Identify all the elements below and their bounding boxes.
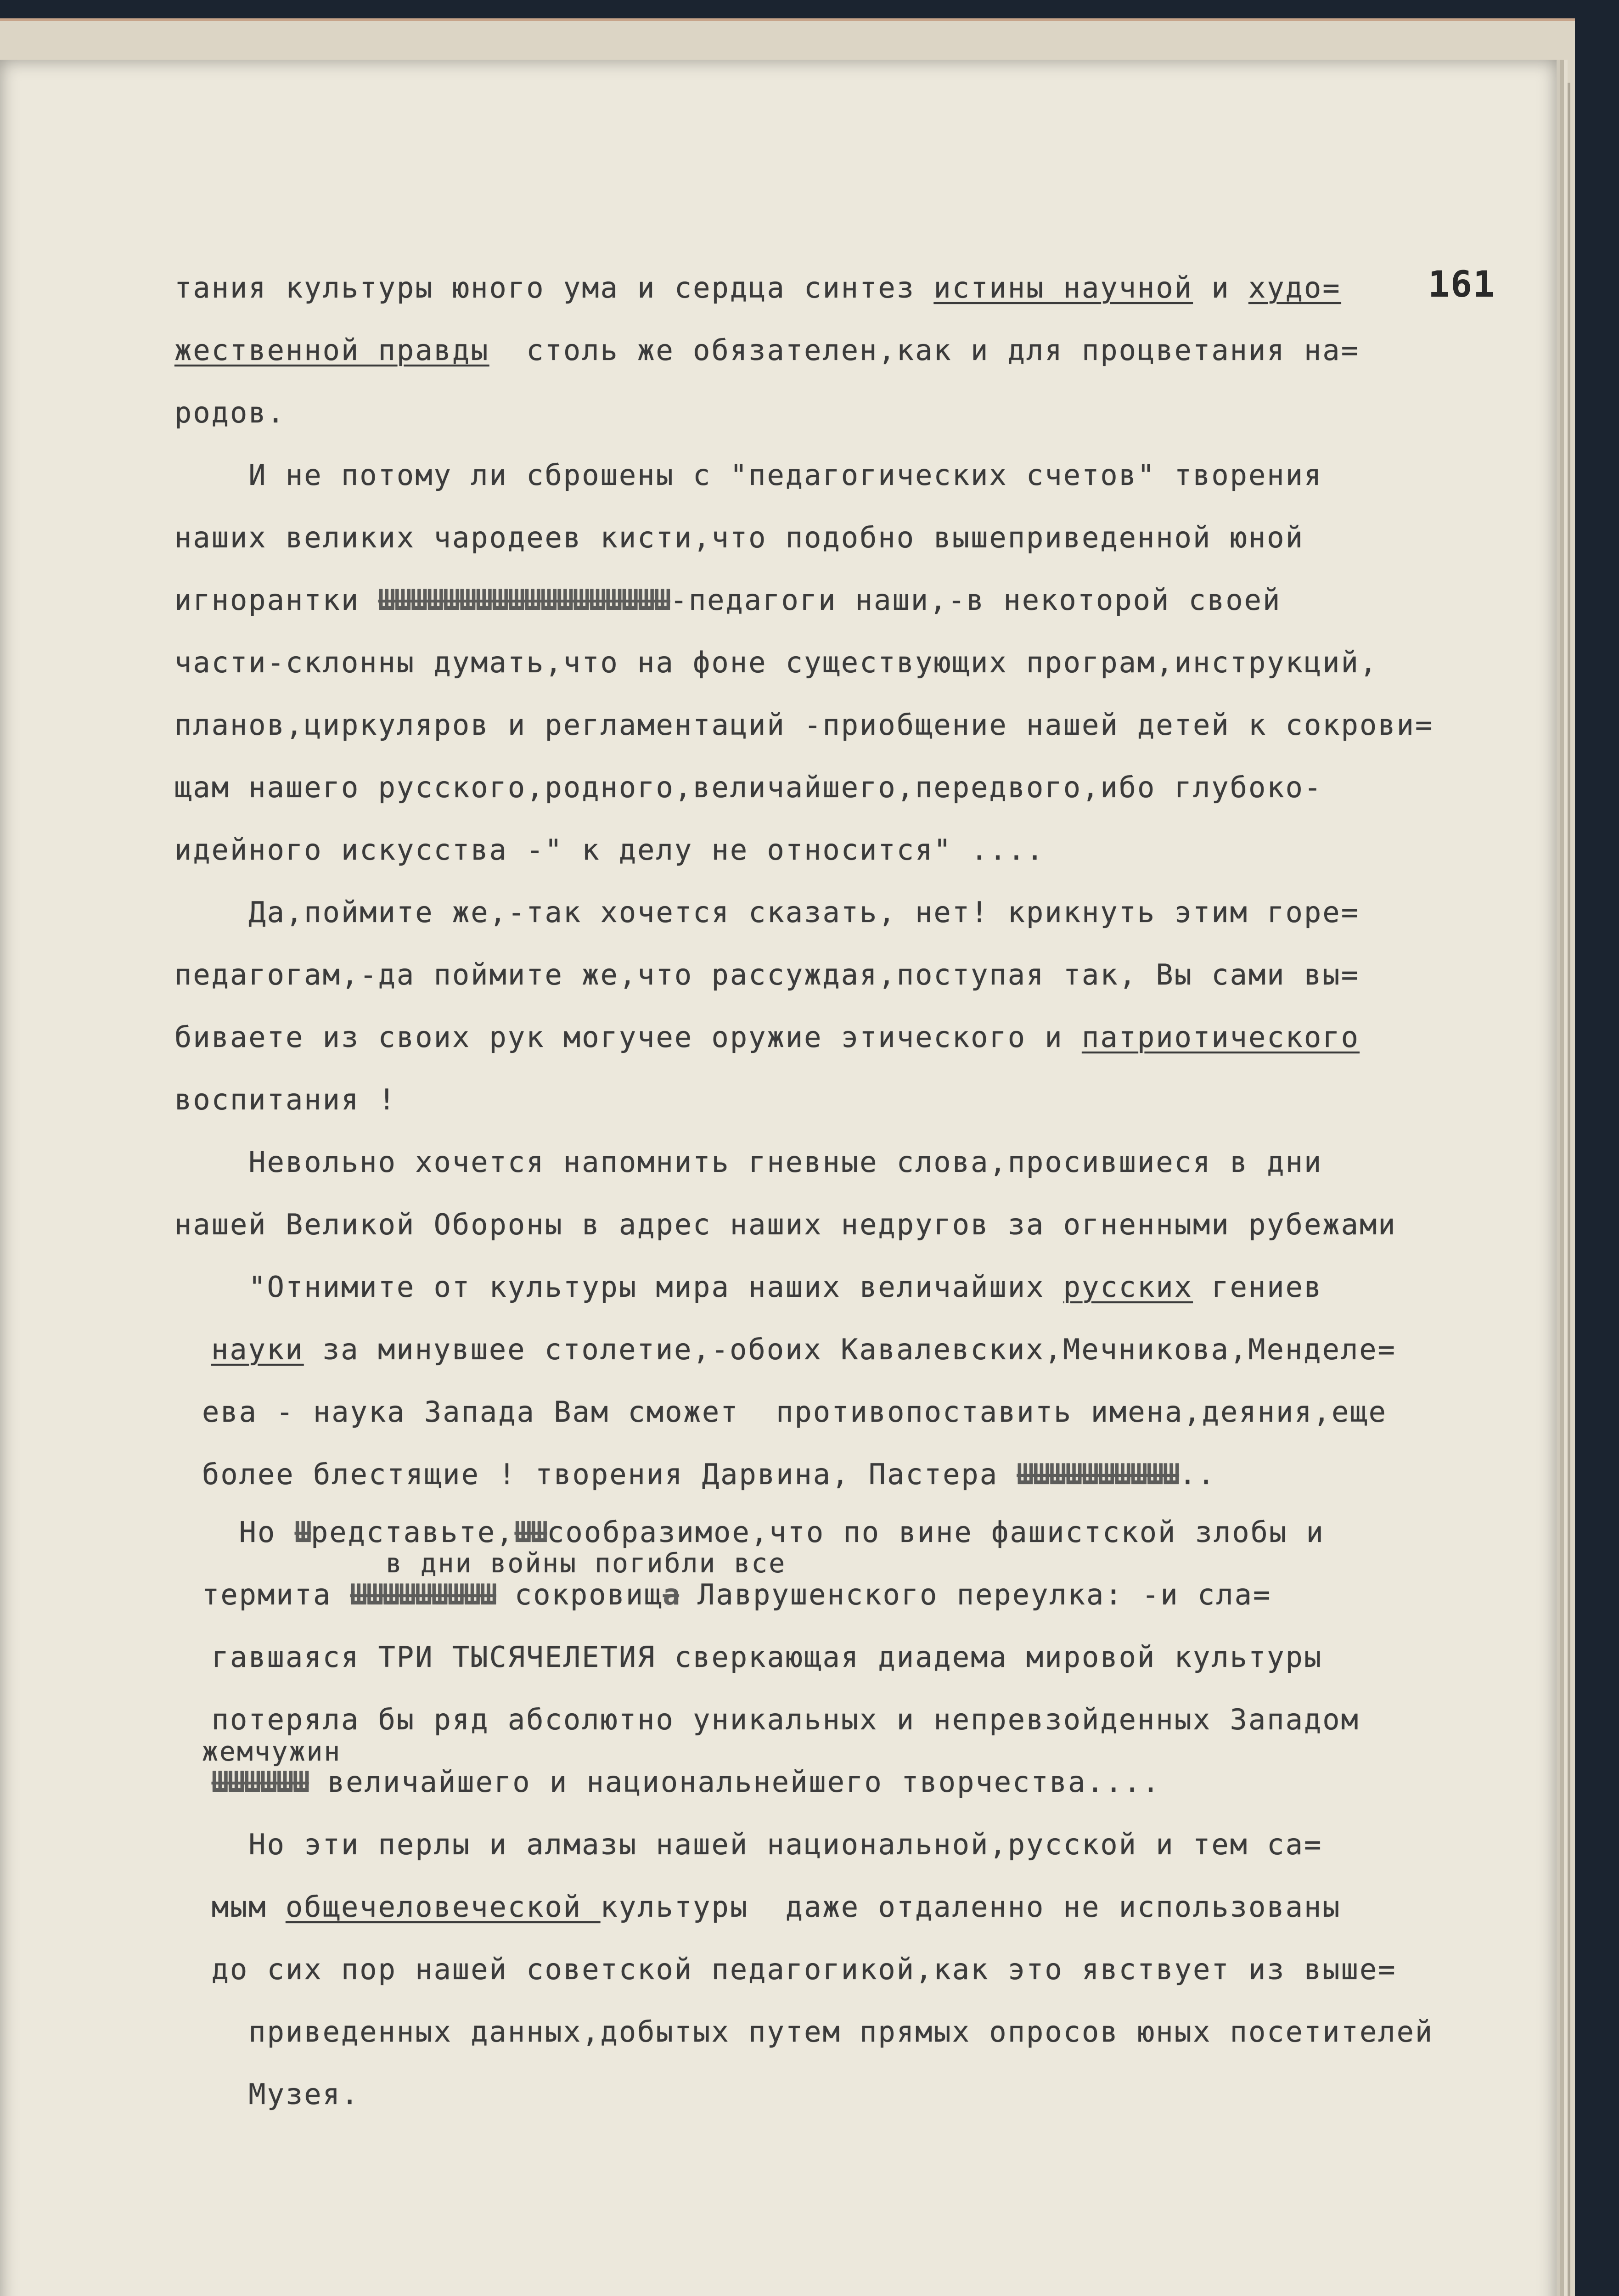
- text-line: щам нашего русского,родного,величайшего,передвого,ибо глубоко-: [174, 771, 1323, 804]
- line-text: культуры даже отдаленно не использованы: [600, 1890, 1341, 1924]
- text-line: [174, 583, 1281, 617]
- text-line: [174, 271, 1341, 304]
- line-text: тания культуры юного ума и сердца синтез: [174, 271, 934, 304]
- line-text: сообразимое,что по вине фашистской злобы и: [547, 1515, 1325, 1549]
- text-line: Музея.: [174, 2077, 360, 2111]
- struck-text: а: [663, 1578, 679, 1611]
- typed-text: [0, 60, 1557, 2296]
- line-text: столь же обязателен,как и для процветания на=: [489, 333, 1360, 367]
- line-text: величайшего и национальнейшего творчества....: [309, 1765, 1161, 1799]
- line-text: "Отнимите от культуры мира наших величайших: [174, 1270, 1063, 1304]
- text-line: потеряла бы ряд абсолютно уникальных и непревзойденных Западом: [174, 1703, 1360, 1736]
- text-line: Но эти перлы и алмазы нашей национальной,русской и тем са=: [174, 1828, 1323, 1861]
- line-text: Лаврушенского переулка: -и сла=: [679, 1578, 1272, 1611]
- line-text: [174, 1765, 212, 1799]
- line-text: за минувшее столетие,-обоих Кавалевских,Мечникова,Менделе=: [304, 1333, 1396, 1366]
- line-text: сокровищ: [496, 1578, 663, 1611]
- struck-text: ШШШШШШШШШШШШШШШШШШ: [378, 583, 670, 617]
- text-line: до сих пор нашей советской педагогикой,как это явствует из выше=: [174, 1953, 1397, 1986]
- struck-text: ШШШШШШШШШШ: [1017, 1458, 1179, 1491]
- document-page: [0, 60, 1557, 2296]
- line-text: редставьте,: [310, 1515, 515, 1549]
- line-text: мым: [174, 1890, 286, 1924]
- text-line: [211, 1333, 1396, 1366]
- line-text: термита: [202, 1578, 350, 1611]
- underlined-text: патриотического: [1082, 1020, 1360, 1054]
- text-line: [202, 1458, 1216, 1491]
- line-text: -педагоги наши,-в некоторой своей: [670, 583, 1282, 617]
- underlined-text: жественной правды: [174, 333, 489, 367]
- text-line: приведенных данных,добытых путем прямых опросов юных посетителей: [174, 2015, 1434, 2048]
- struck-text: ШШ: [514, 1515, 547, 1549]
- text-line: Да,поймите же,-так хочется сказать, нет! крикнуть этим горе=: [174, 895, 1360, 929]
- insertion-text: в дни войны погибли все: [386, 1548, 787, 1579]
- line-text: Но: [202, 1515, 295, 1549]
- text-line: [202, 1515, 1325, 1549]
- text-line: планов,циркуляров и регламентаций -приобщение нашей детей к сокрови=: [174, 708, 1434, 742]
- line-text: ..: [1179, 1458, 1216, 1491]
- text-line: воспитания !: [174, 1083, 397, 1116]
- struck-text: ШШШШШШШШШ: [350, 1578, 496, 1611]
- struck-text: Ш: [294, 1515, 311, 1549]
- text-line: педагогам,-да поймите же,что рассуждая,поступая так, Вы сами вы=: [174, 958, 1360, 991]
- underlined-text: худо=: [1248, 271, 1341, 304]
- text-line: [174, 1270, 1322, 1304]
- line-text: гениев: [1193, 1270, 1323, 1304]
- underlined-text: общечеловеческой: [285, 1890, 601, 1924]
- underlined-text: русских: [1063, 1270, 1193, 1304]
- text-line: [174, 333, 1360, 367]
- text-line: нашей Великой Обороны в адрес наших недругов за огненными рубежами: [174, 1208, 1397, 1241]
- text-line: родов.: [174, 396, 286, 429]
- line-text: более блестящие ! творения Дарвина, Пастера: [202, 1458, 1017, 1491]
- text-line: [174, 1890, 1341, 1924]
- text-line: наших великих чародеев кисти,что подобно вышеприведенной юной: [174, 521, 1304, 554]
- text-line: [174, 1020, 1360, 1054]
- text-line: [202, 1578, 1271, 1611]
- underlined-text: истины научной: [933, 271, 1193, 304]
- text-line: И не потому ли сброшены с "педагогических счетов" творения: [174, 458, 1323, 492]
- text-line: ева - наука Запада Вам сможет противопоставить имена,деяния,еще: [202, 1395, 1387, 1429]
- text-line: идейного искусства -" к делу не относится" ....: [174, 833, 1045, 867]
- text-line: [174, 1765, 1161, 1799]
- text-line: части-склонны думать,что на фоне существующих програм,инструкций,: [174, 646, 1378, 679]
- line-text: биваете из своих рук могучее оружие этического и: [174, 1020, 1082, 1054]
- text-line: Невольно хочется напомнить гневные слова,просившиеся в дни: [174, 1145, 1323, 1179]
- struck-text: ШШШШШШ: [211, 1765, 309, 1799]
- insertion-text: жемчужин: [202, 1736, 342, 1767]
- text-line: гавшаяся ТРИ ТЫСЯЧЕЛЕТИЯ сверкающая диадема мировой культуры: [174, 1640, 1323, 1674]
- underlined-text: науки: [211, 1333, 304, 1366]
- line-text: игнорантки: [174, 583, 378, 617]
- line-text: и: [1193, 271, 1248, 304]
- page-number: 161: [1428, 264, 1495, 305]
